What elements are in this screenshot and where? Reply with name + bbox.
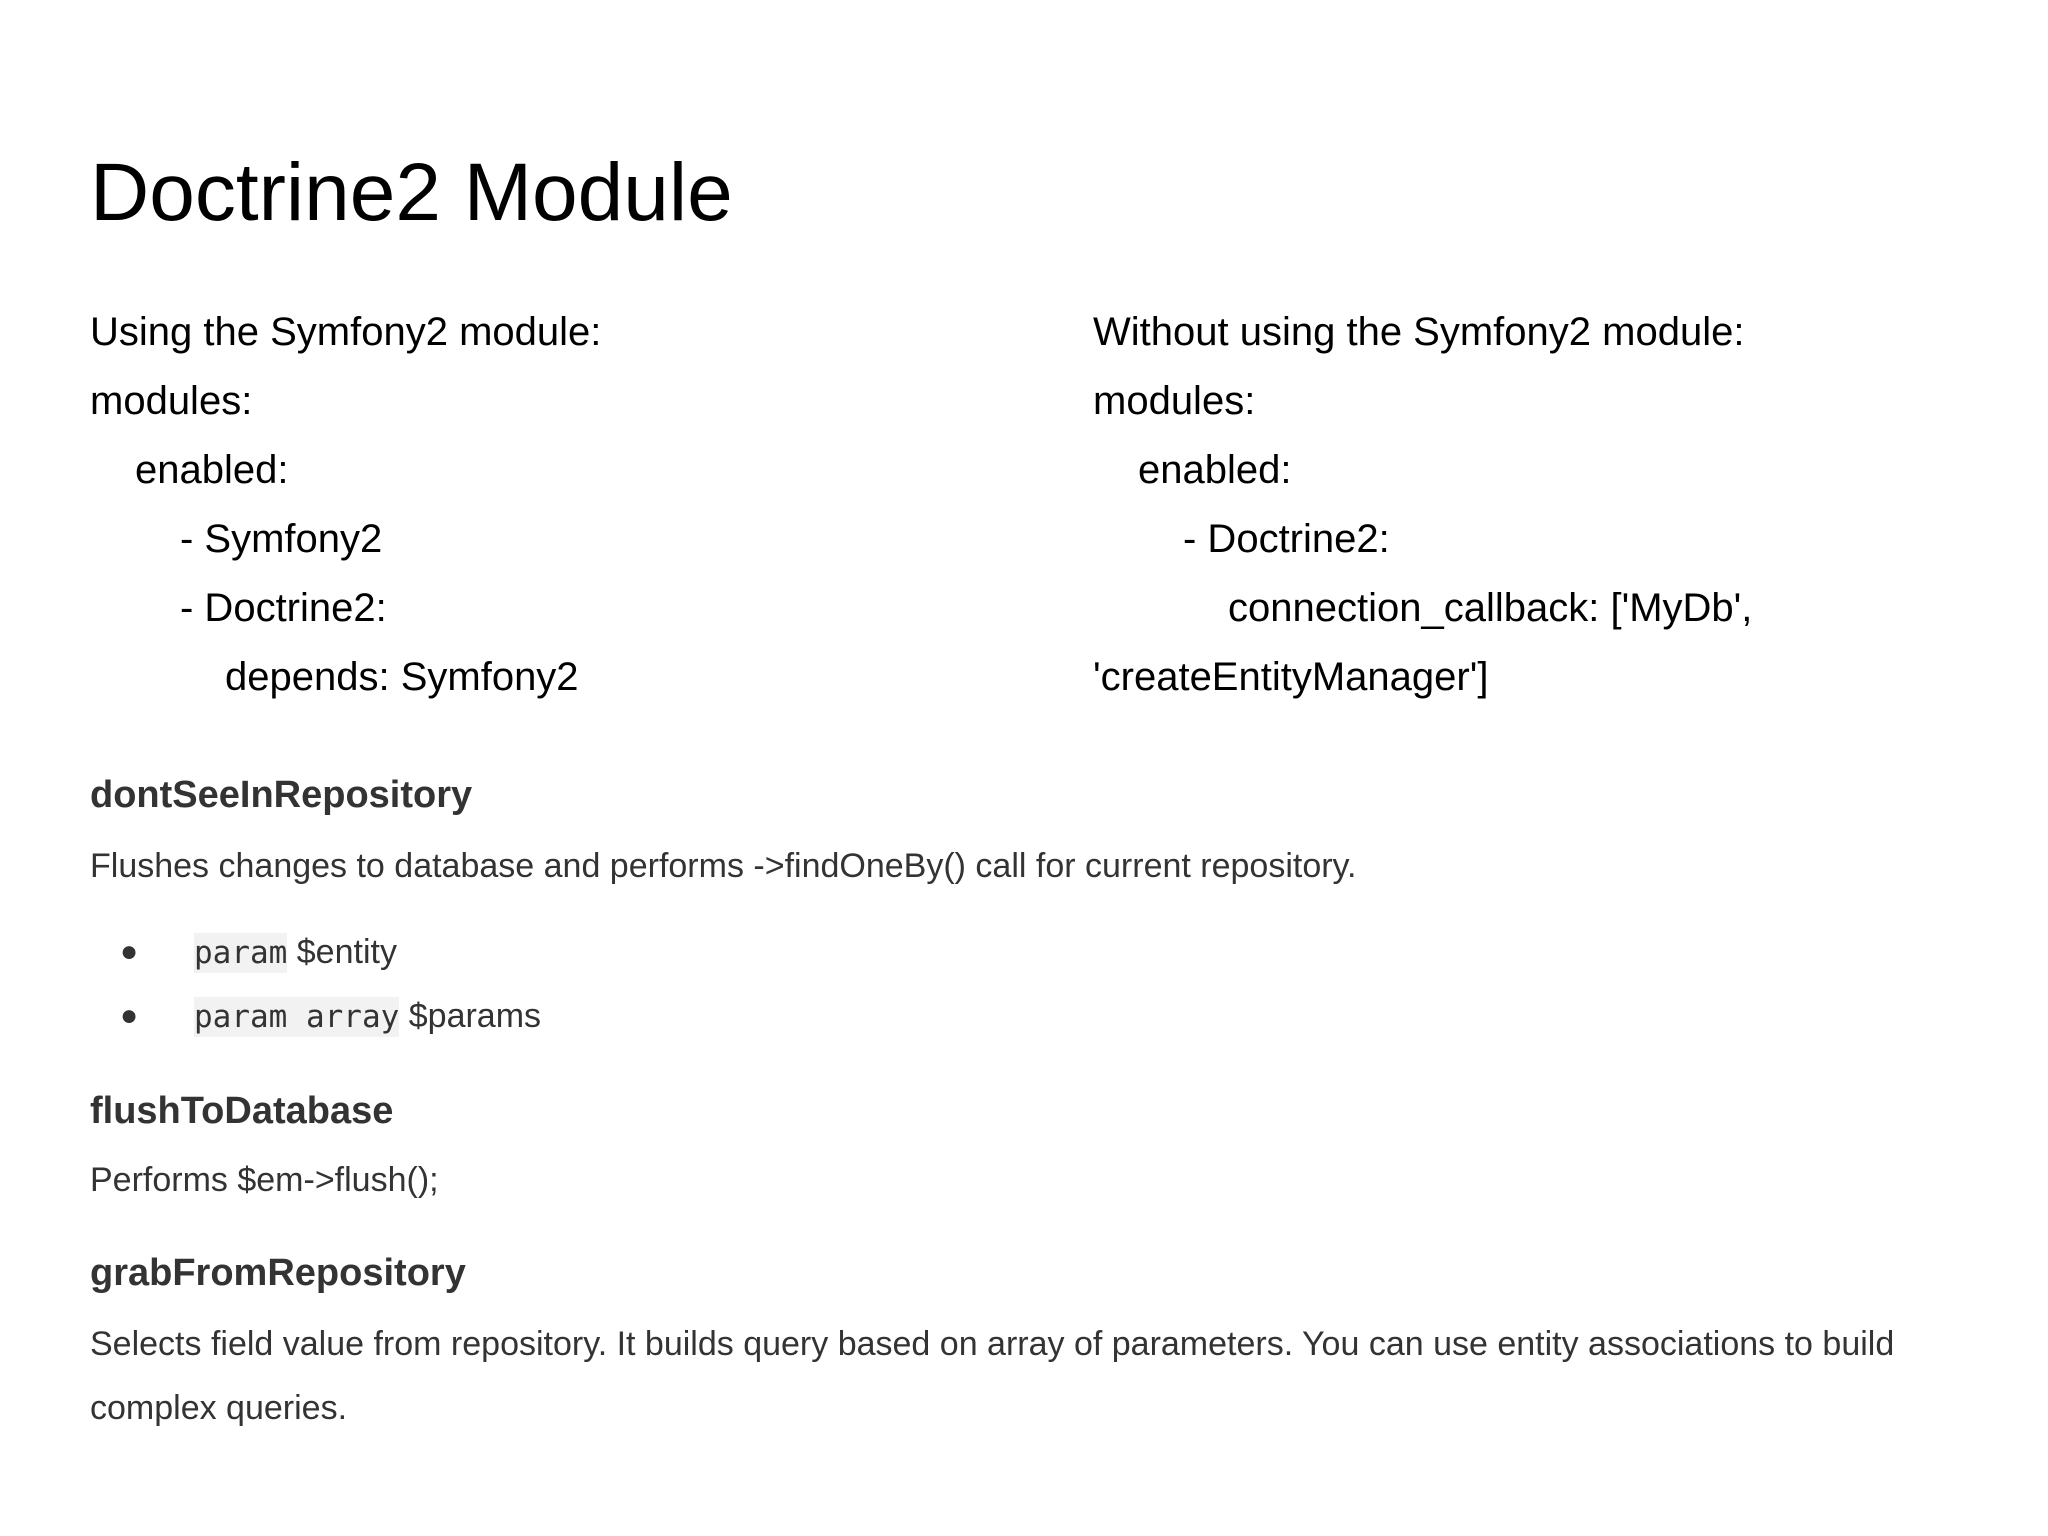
config-line: - Doctrine2: xyxy=(1183,517,1390,561)
symfony2-config-column xyxy=(90,298,1070,712)
param-code: param array xyxy=(194,999,400,1035)
method-heading-dontseeinrepository: dontSeeInRepository xyxy=(90,774,473,816)
page-title: Doctrine2 Module xyxy=(90,147,733,238)
standalone-config-column xyxy=(1093,298,1993,712)
param-code: param xyxy=(194,935,288,971)
config-line: modules: xyxy=(90,379,253,423)
method-heading-flushtodatabase: flushToDatabase xyxy=(90,1090,394,1132)
method-description: Performs $em->flush(); xyxy=(90,1161,439,1199)
config-line: enabled: xyxy=(1138,448,1292,492)
param-list xyxy=(90,920,541,1048)
column-heading: Using the Symfony2 module: xyxy=(90,310,602,354)
method-description: Flushes changes to database and performs ->findOneBy() call for current repository. xyxy=(90,847,1357,885)
bullet-icon: ● xyxy=(120,999,139,1032)
config-line: - Symfony2 xyxy=(180,517,383,561)
param-name: $params xyxy=(399,997,542,1035)
bullet-icon: ● xyxy=(120,935,139,968)
list-item xyxy=(90,920,541,984)
list-item xyxy=(90,984,541,1048)
config-line: enabled: xyxy=(135,448,289,492)
method-heading-grabfromrepository: grabFromRepository xyxy=(90,1252,466,1294)
config-line: depends: Symfony2 xyxy=(225,655,579,699)
config-line: modules: xyxy=(1093,379,1256,423)
config-line: - Doctrine2: xyxy=(180,586,387,630)
method-description: Selects field value from repository. It builds query based on array of parameters. You can use entity associations to build complex queries. xyxy=(90,1325,1895,1427)
config-line: connection_callback: ['MyDb', xyxy=(1228,586,1753,630)
config-line: 'createEntityManager'] xyxy=(1093,655,1489,699)
column-heading: Without using the Symfony2 module: xyxy=(1093,310,1745,354)
param-name: $entity xyxy=(287,933,397,971)
